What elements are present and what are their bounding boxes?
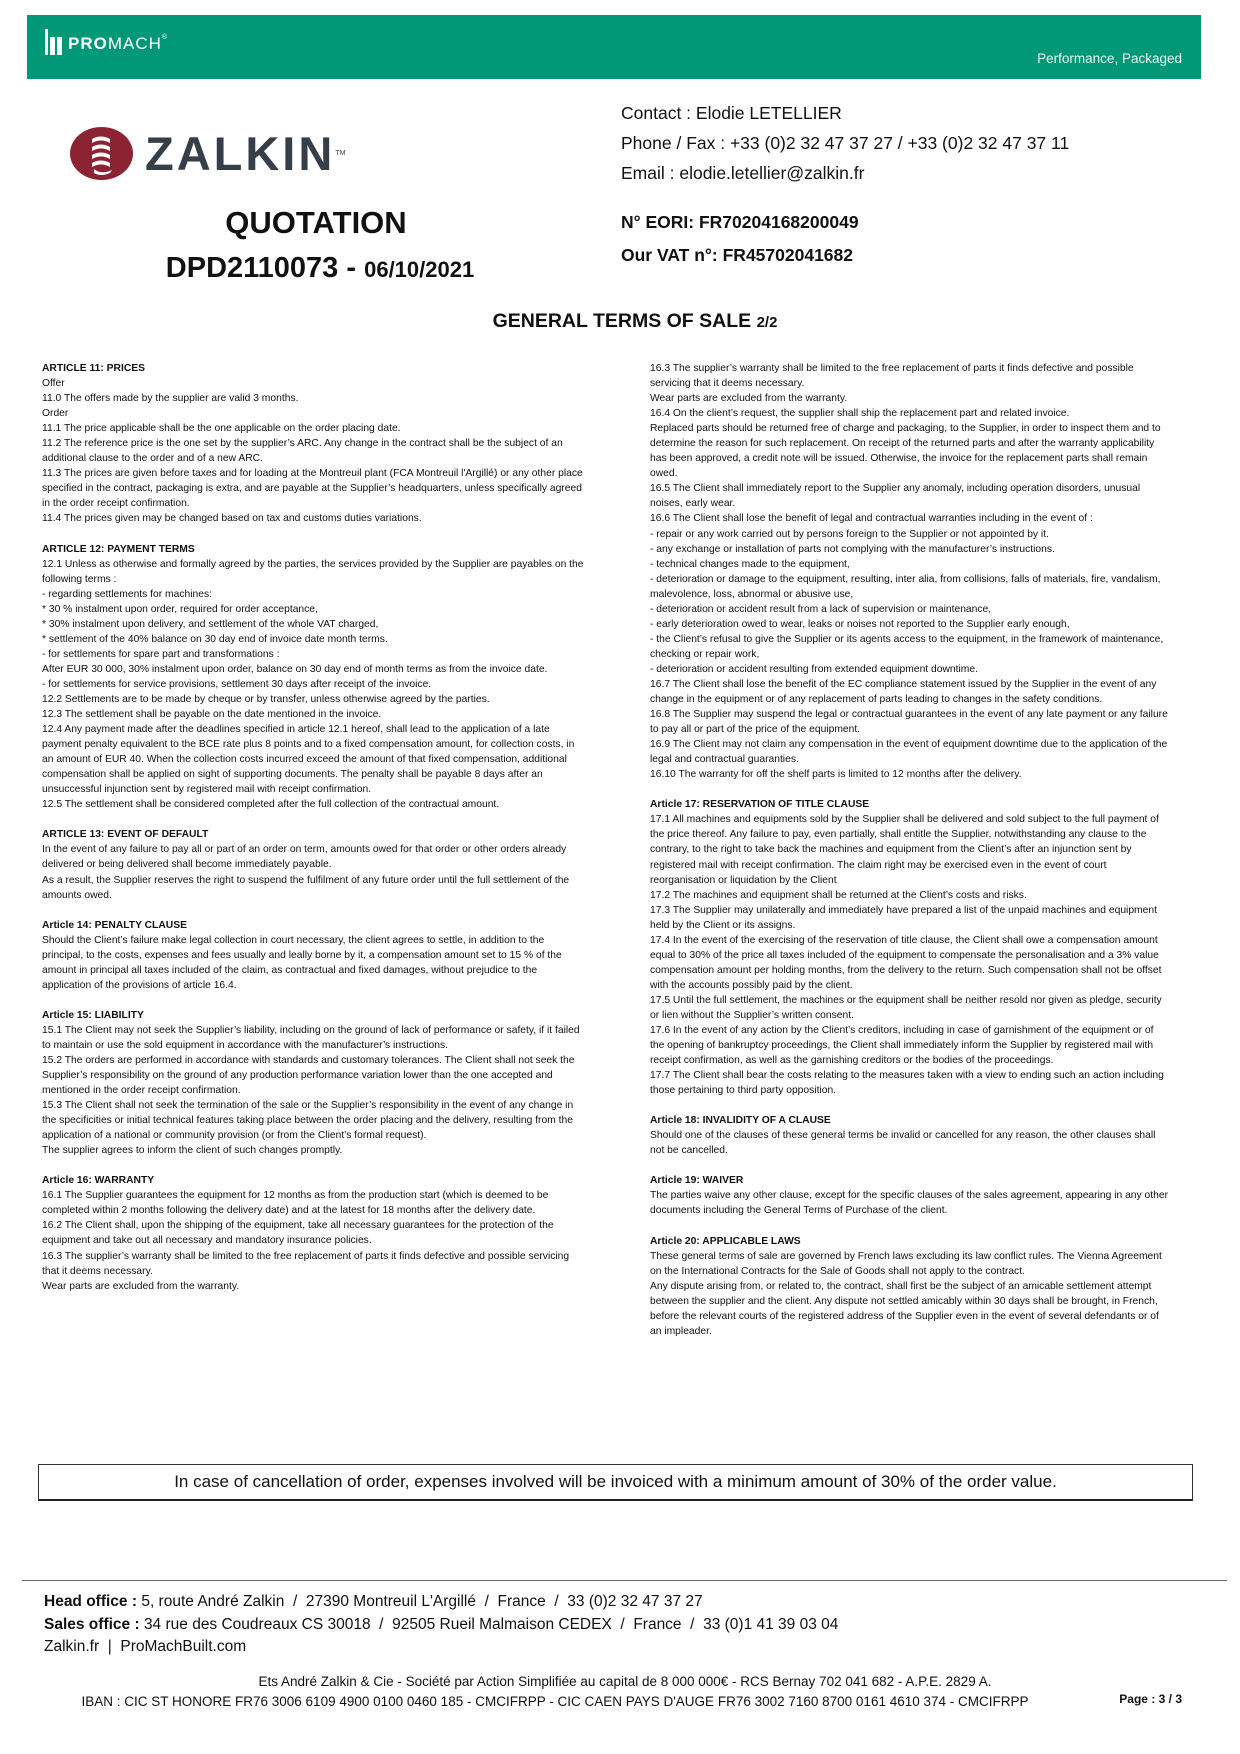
quotation-date: 06/10/2021 [364,257,475,282]
article-clause: 15.2 The orders are performed in accordance with standards and customary tolerances. The Client shall not seek the Supplier’s responsibility on the ground of any production performance variation lower than the one accepted and mentioned in the order receipt confirmation. [42,1054,575,1097]
article-clause: - deterioration or damage to the equipment, resulting, inter alia, from collisions, falls of materials, fire, vandalism, malevolence, loss, abnormal or abusive use, [650,573,1161,600]
article-clause: These general terms of sale are governed by French laws excluding its law conflict rules. The Vienna Agreement on the International Contracts for the Sale of Goods shall not apply to the contract. [650,1250,1162,1277]
article-section [650,1113,1170,1158]
article-clause: 16.3 The supplier’s warranty shall be limited to the free replacement of parts it finds defective and possible servicing that it deems necessary. [650,363,1134,390]
sales-office-address: 34 rue des Coudreaux CS 30018 / 92505 Rueil Malmaison CEDEX / France / 33 (0)1 41 39 03 04 [143,1615,839,1633]
promach-brand-light: MACH [107,34,162,53]
article-clause: In the event of any failure to pay all or part of an order on term, amounts owed for that order or other orders already delivered or being delivered shall become immediately payable. [42,844,567,871]
legal-info [0,1672,1240,1712]
terms-title [0,310,1240,333]
article-clause: - repair or any work carried out by persons foreign to the Supplier or not appointed by it. [650,528,1049,540]
quotation-number: DPD2110073 - [165,252,365,284]
article-section [42,1173,587,1293]
article-section [650,361,1170,782]
article-clause: 16.4 On the client’s request, the supplier shall ship the replacement part and related invoice. [650,408,1070,420]
article-clause: 11.3 The prices are given before taxes and for loading at the Montreuil plant (FCA Montreuil l'Argillé) or any other place specified in the contract, packaging is extra, and are payable at the Supplier’s headquarters, unless specifically agreed in the order receipt confirmation. [42,468,583,510]
contact-block [621,103,1069,193]
article-clause: Any dispute arising from, or related to, the contract, shall first be the subject of an amicable settlement attempt between the supplier and the client. Any dispute not settled amicably within 30 days shall be brought, in French, before the relevant courts of the registered address of the Supplier even in the event of several defendants or of an impleader. [650,1280,1159,1337]
article-clause: - deterioration or accident resulting from extended equipment downtime. [650,663,978,675]
article-clause: 17.6 In the event of any action by the Client’s creditors, including in case of garnishment of the equipment or of the opening of bankruptcy proceedings, the Client shall immediately inform the Supplier by registered mail with receipt confirmation, as well as the garnishing creditors or the bodies of the proceedings. [650,1025,1154,1067]
article-clause: 12.5 The settlement shall be considered completed after the full collection of the contractual amount. [42,799,500,811]
article-clause: 17.7 The Client shall bear the costs relating to the measures taken with a view to ending such an action including those pertaining to third party opposition. [650,1070,1164,1097]
company-ids [621,212,859,278]
registered-mark: ® [161,34,169,41]
article-clause: 11.2 The reference price is the one set by the supplier’s ARC. Any change in the contract shall be the subject of an additional clause to the order and of a new ARC. [42,438,563,465]
article-heading: Article 15: LIABILITY [42,1009,144,1021]
zalkin-spiral-icon [70,127,133,180]
article-heading: ARTICLE 12: PAYMENT TERMS [42,543,195,555]
article-clause: 16.10 The warranty for off the shelf parts is limited to 12 months after the delivery. [650,769,1022,781]
article-clause: Replaced parts should be returned free of charge and packaging, to the Supplier, in order to inspect them and to determine the reason for such replacement. On receipt of the returned parts and after the warranty applicability has been approved, a credit note will be issued. Otherwise, the invoice for the replacement parts shall remain owed. [650,423,1161,480]
article-heading: ARTICLE 11: PRICES [42,363,145,374]
article-clause: * 30% instalment upon delivery, and settlement of the whole VAT charged, [42,618,379,630]
head-office-line [44,1591,838,1614]
article-heading: Article 17: RESERVATION OF TITLE CLAUSE [650,799,870,811]
article-clause: - early deterioration owed to wear, leaks or noises not reported to the Supplier early enough, [650,618,1070,630]
article-clause: Should the Client’s failure make legal collection in court necessary, the client agrees to settle, in addition to the principal, to the costs, expenses and fees usually and leally borne by it, a compensation amount set to 15 % of the amount in principal all taxes included of the claim, as contractual and fixed damages, without prejudice to the application of the provisions of article 16.4. [42,934,562,991]
article-heading: ARTICLE 13: EVENT OF DEFAULT [42,829,209,841]
article-clause: 16.6 The Client shall lose the benefit of legal and contractual warranties including in the event of : [650,513,1093,525]
article-clause: 17.4 In the event of the exercising of the reservation of title clause, the Client shall owe a compensation amount equal to 30% of the price all taxes included of the equipment to compensate the personalisation and a 3% value compensation amount per holding months, from the delivery to the return. Such compensation shall not be offset with the accounts possibly paid by the client. [650,934,1162,991]
cancellation-notice: In case of cancellation of order, expenses involved will be invoiced with a minimum amount of 30% of the order value. [38,1464,1193,1501]
zalkin-wordmark: ZALKIN [145,127,336,180]
terms-left-column [42,361,587,1309]
contact-name: Contact : Elodie LETELLIER [621,103,842,123]
eori-number: N° EORI: FR70204168200049 [621,212,859,232]
vat-number: Our VAT n°: FR45702041682 [621,245,854,265]
article-clause: 12.4 Any payment made after the deadlines specified in article 12.1 hereof, shall lead to the application of a late payment penalty equivalent to the BCE rate plus 8 points and to a fixed compensation amount, for collection costs, in an amount of EUR 40. When the collection costs incurred exceed the amount of that fixed compensation, additional compensation shall be applied on sight of supporting documents. The penalty shall be payable 8 days after an unsuccessful injunction sent by registered mail with receipt confirmation. [42,724,575,796]
article-clause: 16.1 The Supplier guarantees the equipment for 12 months as from the production start (which is deemed to be completed within 2 months following the delivery date) and at the latest for 18 months after the delivery date. [42,1190,549,1217]
terms-right-column [650,361,1170,1354]
article-section [42,361,587,527]
iban-line: IBAN : CIC ST HONORE FR76 3006 6109 4900 0100 0460 185 - CMCIFRPP - CIC CAEN PAYS D'AUGE FR76 3002 7160 8700 0161 4610 374 - CMCIFRPP [81,1694,1029,1709]
article-clause: 16.9 The Client may not claim any compensation in the event of equipment downtime due to the application of the legal and contractual guaranties. [650,739,1168,766]
article-clause: 17.1 All machines and equipments sold by the Supplier shall be delivered and sold subject to the full payment of the price thereof. Any failure to pay, even partially, shall entitle the Supplier, notwithstanding any clause to the contrary, to the right to take back the machines and equipment from the Client’s after an injunction sent by registered mail with receipt confirmation. The claim right may be exercised even in the event of court reorganisation or liquidation by the Client [650,814,1159,886]
article-clause: Should one of the clauses of these general terms be invalid or cancelled for any reason, the other clauses shall not be cancelled. [650,1130,1156,1157]
article-section [650,797,1170,1098]
sales-office-label: Sales office : [44,1615,144,1633]
article-clause: Wear parts are excluded from the warranty. [650,393,848,405]
promach-logo-icon [45,33,64,55]
article-clause: Order [42,408,69,420]
websites[interactable]: Zalkin.fr | ProMachBuilt.com [44,1638,247,1655]
article-clause: After EUR 30 000, 30% instalment upon order, balance on 30 day end of month terms as from the invoice date. [42,663,548,675]
article-clause: 15.1 The Client may not seek the Supplier’s liability, including on the ground of lack of performance or safety, if it failed to maintain or use the sold equipment in accordance with the manufacturer’s instructions. [42,1024,580,1051]
article-clause: Offer [42,378,65,390]
article-clause: - for settlements for spare part and transformations : [42,648,280,660]
promach-brand-bold: PRO [68,34,108,53]
article-clause: - deterioration or accident result from a lack of supervision or maintenance, [650,603,992,615]
article-clause: - the Client’s refusal to give the Supplier or its agents access to the equipment, in the framework of maintenance, checking or repair work, [650,633,1164,660]
terms-page-indicator: 2/2 [756,314,778,331]
article-clause: - technical changes made to the equipment, [650,558,850,570]
article-clause: 11.0 The offers made by the supplier are valid 3 months. [42,393,299,405]
article-clause: 16.8 The Supplier may suspend the legal or contractual guarantees in the event of any late payment or any failure to pay all or part of the price of the equipment. [650,709,1168,736]
article-heading: Article 16: WARRANTY [42,1175,155,1187]
head-office-address: 5, route André Zalkin / 27390 Montreuil L'Argillé / France / 33 (0)2 32 47 37 27 [141,1593,703,1610]
page-number: Page : 3 / 3 [1119,1692,1182,1706]
article-clause: 16.5 The Client shall immediately report to the Supplier any anomaly, including operation disorders, unusual noises, early wear. [650,483,1141,510]
article-heading: Article 18: INVALIDITY OF A CLAUSE [650,1115,831,1127]
article-section [650,1234,1170,1339]
article-clause: 11.1 The price applicable shall be the one applicable on the order placing date. [42,423,401,435]
company-legal-line: Ets André Zalkin & Cie - Société par Action Simplifiée au capital de 8 000 000€ - RCS Bernay 702 041 682 - A.P.E. 2829 A. [258,1674,992,1689]
article-clause: * settlement of the 40% balance on 30 day end of invoice date month terms. [42,633,388,645]
article-heading: Article 19: WAIVER [650,1175,744,1187]
article-heading: Article 20: APPLICABLE LAWS [650,1235,801,1247]
article-clause: 16.2 The Client shall, upon the shipping of the equipment, take all necessary guarantees for the protection of the equipment and take out all necessary and mandatory insurance policies. [42,1220,554,1247]
quotation-reference [120,252,520,285]
article-section [42,918,587,993]
footer-addresses [44,1591,838,1659]
contact-email: Email : elodie.letellier@zalkin.fr [621,163,865,183]
article-clause: 16.7 The Client shall lose the benefit of the EC compliance statement issued by the Supplier in the event of any change in the equipment or of any replacement of parts leading to changes in the safety conditions. [650,678,1157,706]
article-section [650,1173,1170,1218]
article-heading: Article 14: PENALTY CLAUSE [42,919,187,931]
contact-phone: Phone / Fax : +33 (0)2 32 47 37 27 / +33 (0)2 32 47 37 11 [621,133,1070,153]
zalkin-logo [70,126,345,181]
article-clause: 17.3 The Supplier may unilaterally and immediately have prepared a list of the unpaid machines and equipment held by the Client or its assigns. [650,904,1157,931]
article-clause: The supplier agrees to inform the client of such changes promptly. [42,1145,343,1157]
tagline: Performance, Packaged [1037,51,1182,66]
article-clause: - any exchange or installation of parts not complying with the manufacturer’s instructions. [650,543,1055,555]
head-office-label: Head office : [44,1593,142,1610]
article-clause: Wear parts are excluded from the warranty. [42,1280,240,1292]
article-section [42,542,587,813]
trademark: TM [335,150,346,157]
article-clause: 17.2 The machines and equipment shall be returned at the Client’s costs and risks. [650,889,1027,901]
article-clause: - regarding settlements for machines: [42,588,212,600]
article-clause: 11.4 The prices given may be changed based on tax and customs duties variations. [42,513,422,525]
article-clause: The parties waive any other clause, except for the specific clauses of the sales agreement, appearing in any other documents including the General Terms of Purchase of the client. [650,1190,1168,1217]
article-clause: - for settlements for service provisions, settlement 30 days after receipt of the invoice. [42,678,432,690]
article-clause: As a result, the Supplier reserves the right to suspend the fulfilment of any future order until the full settlement of the amounts owed. [42,874,570,901]
article-section [42,1008,587,1158]
article-clause: 15.3 The Client shall not seek the termination of the sale or the Supplier’s responsibility in the event of any change in the specificities or initial technical features taking place between the order placing and the delivery, resulting from the application of a national or community provision (or from the Client’s formal request). [42,1100,574,1142]
promach-banner [27,15,1201,79]
footer-divider [22,1580,1227,1581]
article-clause: * 30 % instalment upon order, required for order acceptance, [42,603,318,615]
article-clause: 16.3 The supplier’s warranty shall be limited to the free replacement of parts it finds defective and possible servicing that it deems necessary. [42,1250,570,1277]
article-clause: 17.5 Until the full settlement, the machines or the equipment shall be neither resold nor given as pledge, security or lien without the Supplier’s written consent. [650,994,1162,1021]
sales-office-line [44,1614,838,1637]
article-clause: 12.1 Unless as otherwise and formally agreed by the parties, the services provided by the Supplier are payables on the following terms : [42,558,584,585]
article-section [42,827,587,902]
promach-logo [45,33,168,55]
quotation-title: QUOTATION [225,205,407,240]
terms-title-text: GENERAL TERMS OF SALE [492,310,757,332]
article-clause: 12.2 Settlements are to be made by cheque or by transfer, unless otherwise agreed by the parties. [42,693,490,705]
article-clause: 12.3 The settlement shall be payable on the date mentioned in the invoice. [42,709,382,721]
